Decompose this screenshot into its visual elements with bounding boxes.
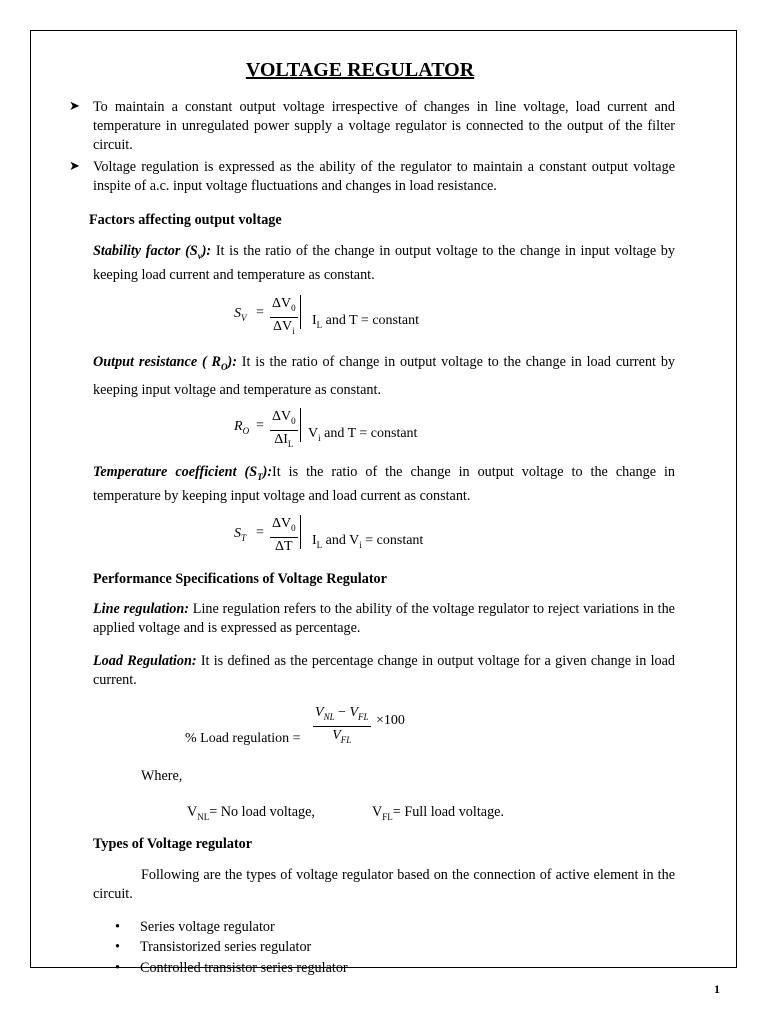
where-label: Where,	[141, 768, 183, 784]
load-regulation-equation: % Load regulation = $V_{NL} - V_{FL}$ $V_{FL}$ ×100	[185, 705, 405, 746]
arrow-bullet-icon: ➤	[69, 98, 80, 113]
intro-bullet-2: Voltage regulation is expressed as the ability of the regulator to maintain a constant output voltage inspite of a.c. input voltage fluctuations and changes in load resistance.	[93, 159, 675, 194]
stability-term: Stability factor $(S_v)$:	[93, 243, 212, 261]
page-title: VOLTAGE REGULATOR	[245, 59, 475, 81]
factors-heading: Factors affecting output voltage	[89, 212, 282, 228]
output-resistance-term: Output resistance ( $R_O$):	[93, 354, 237, 372]
performance-heading: Performance Specifications of Voltage Regulator	[93, 571, 387, 587]
arrow-bullet-icon: ➤	[69, 158, 80, 173]
output-resistance-paragraph: Output resistance ( $R_O$): It is the ratio of change in output voltage to the change in load current by keeping input voltage and temperature as constant.	[93, 354, 676, 398]
bullet-dot-icon: •	[115, 919, 120, 935]
temp-coeff-term: Temperature coefficient $(S_T)$:	[93, 464, 273, 482]
intro-bullet-1: To maintain a constant output voltage irrespective of changes in line voltage, load current and temperature in unregulated power supply a voltage regulator is connected to the output of the filter circuit.	[93, 99, 675, 153]
types-paragraph: Following are the types of voltage regulator based on the connection of active element in the circuit.	[93, 867, 675, 902]
types-heading: Types of Voltage regulator	[93, 836, 253, 852]
page-number: 1	[714, 982, 720, 996]
temp-coeff-paragraph: Temperature coefficient $(S_T):It$ is the ratio of the change in output voltage to the change in temperature by keeping input voltage and load current as constant.	[93, 464, 675, 504]
bullet-dot-icon: •	[115, 939, 120, 955]
list-item: Transistorized series regulator	[140, 939, 312, 955]
load-regulation-paragraph: Load Regulation: It is defined as the percentage change in output voltage for a given change in load current.	[93, 653, 675, 688]
vfl-definition: $V_{FL}=$ Full load voltage.	[372, 804, 505, 822]
bullet-dot-icon: •	[115, 960, 120, 976]
list-item: Series voltage regulator	[140, 919, 275, 935]
list-item: Controlled transistor series regulator	[140, 960, 348, 976]
stability-paragraph: Stability factor $(S_v)$: It is the ratio of the change in output voltage to the change in input voltage by keeping load current and temperature as constant.	[93, 243, 675, 283]
line-regulation-paragraph: Line regulation: Line regulation refers to the ability of the voltage regulator to reject variations in the applied voltage and is expressed as percentage.	[93, 601, 675, 636]
vnl-definition: $V_{NL}= No$ load voltage,	[187, 804, 315, 822]
